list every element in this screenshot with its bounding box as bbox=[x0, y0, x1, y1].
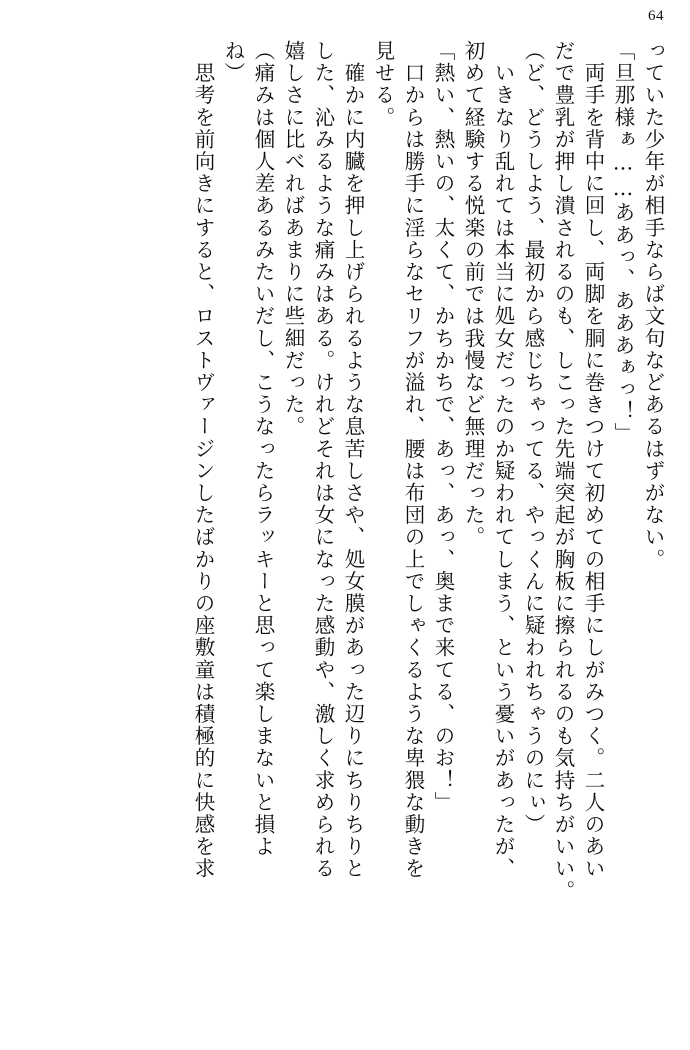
text-column: だで豊乳が押し潰されるのも、しこった先端突起が胸板に擦られるのも気持ちがいい。 bbox=[551, 40, 575, 902]
text-column: 確かに内臓を押し上げられるような息苦しさや、処女膜があった辺りにちりちりと bbox=[341, 40, 365, 880]
vertical-text-body bbox=[22, 40, 668, 1032]
text-column: 思考を前向きにすると、ロストヴァージンしたばかりの座敷童は積極的に快感を求 bbox=[191, 40, 215, 880]
text-column: 見せる。 bbox=[371, 40, 395, 129]
text-column: ね） bbox=[221, 40, 245, 85]
text-column: （ど、どうしよう、最初から感じちゃってる、やっくんに疑われちゃうのにぃ） bbox=[521, 40, 545, 836]
page-number: 64 bbox=[648, 8, 664, 24]
text-column: っていた少年が相手ならば文句などあるはずがない。 bbox=[641, 40, 665, 571]
text-column: 「熱い、熱いの、太くて、かちかちで、あっ、あっ、奥まで来てる、のお！」 bbox=[431, 40, 455, 814]
text-column: 初めて経験する悦楽の前では我慢など無理だった。 bbox=[461, 40, 485, 549]
text-column: 嬉しさに比べればあまりに些細だった。 bbox=[281, 40, 305, 438]
text-column: 両手を背中に回し、両脚を胴に巻きつけて初めての相手にしがみつく。二人のあい bbox=[581, 40, 605, 880]
text-column: 口からは勝手に淫らなセリフが溢れ、腰は布団の上でしゃくるような卑猥な動きを bbox=[401, 40, 425, 880]
text-column: （痛みは個人差あるみたいだし、こうなったらラッキーと思って楽しまないと損よ bbox=[251, 40, 275, 858]
text-column: 「旦那様ぁ……ああっ、あああぁっ！」 bbox=[611, 40, 635, 445]
text-column: いきなり乱れては本当に処女だったのか疑われてしまう、という憂いがあったが、 bbox=[491, 40, 515, 880]
text-column: した、沁みるような痛みはある。けれどそれは女になった感動や、激しく求められる bbox=[311, 40, 335, 880]
